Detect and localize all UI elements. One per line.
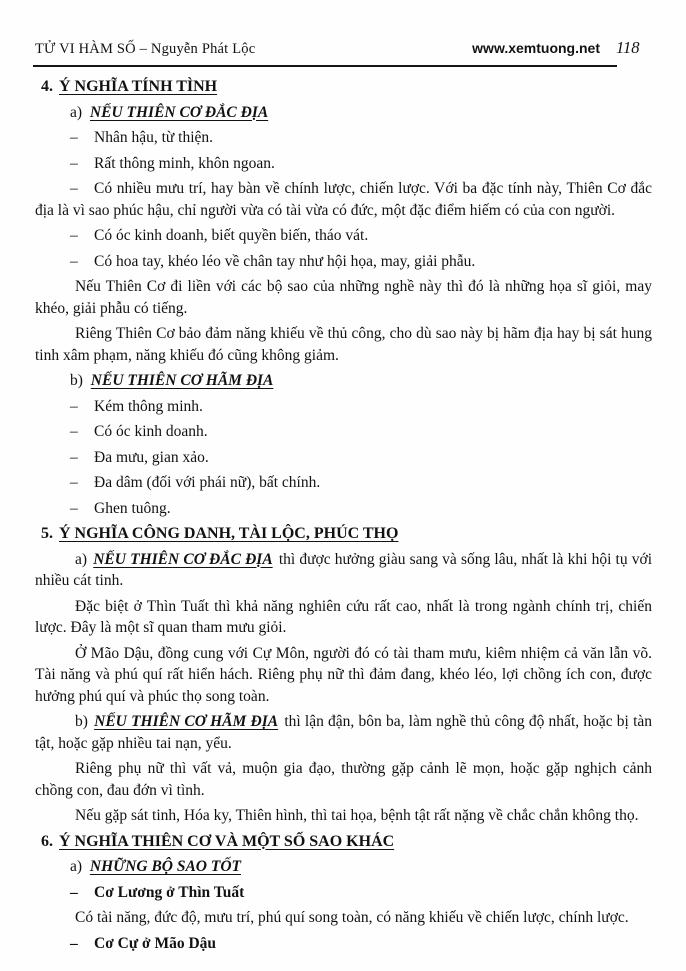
paragraph: Có tài năng, đức độ, mưu trí, phú quí song toàn, có năng khiếu về chiến lược, chính lược. [75,909,629,926]
dash-marker: – [70,423,78,440]
section-5-number: 5. [41,525,53,542]
subsection-4a-prefix: a) [70,103,83,121]
subsection-4a-heading [70,102,652,124]
list-item-text: Cơ Lương ở Thìn Tuất [94,883,245,901]
list-item [35,127,652,149]
list-item [35,251,652,273]
section-6-heading [41,831,652,853]
paragraph: Đặc biệt ở Thìn Tuất thì khả năng nghiên cứu rất cao, nhất là trong ngành chính trị, chiến lược. Đây là một sĩ quan tham mưu giỏi. [35,597,652,636]
paragraph: Riêng Thiên Cơ bảo đảm năng khiếu về thủ công, cho dù sao này bị hãm địa hay bị sát hung tinh xâm phạm, năng khiếu đó cũng không giảm. [35,325,652,364]
page-content [0,76,686,954]
list-item [35,153,652,175]
paragraph-text: thì lận đận, bôn ba, làm nghề thủ công độ nhất, hoặc bị tàn tật, hoặc gặp nhiều tai nạn, yểu. [35,713,653,752]
list-item [35,447,652,469]
header-rule [33,65,617,67]
dash-marker: – [70,129,78,146]
list-item [35,498,652,520]
subsection-4a-title: NẾU THIÊN CƠ ĐẮC ĐỊA [89,103,269,121]
website-url: www.xemtuong.net [472,40,600,56]
dash-marker: – [70,499,78,517]
dash-marker: – [70,883,78,901]
section-4-number: 4. [41,78,53,95]
subsection-5b-lead: NẾU THIÊN CƠ HÃM ĐỊA [94,713,279,730]
section-4-heading [41,76,652,98]
list-item-text: Kém thông minh. [94,397,203,415]
section-4-title: Ý NGHĨA TÍNH TÌNH [59,78,218,95]
section-6-title: Ý NGHĨA THIÊN CƠ VÀ MỘT SỐ SAO KHÁC [59,832,395,850]
list-item [35,178,652,221]
dash-marker: – [70,474,78,491]
subsection-5a-prefix: a) [75,550,88,568]
dash-marker: – [70,227,78,244]
dash-marker: – [70,397,78,415]
dash-marker: – [70,448,78,466]
dash-marker: – [70,934,78,952]
list-item-text: Có nhiều mưu trí, hay bàn về chính lược, chiến lược. Với ba đặc tính này, Thiên Cơ đắc địa là vì sao phúc hậu, chỉ người vừa có tài vừa có đức, một đặc điểm hiếm có của con người. [35,180,652,219]
list-item [35,396,652,418]
subsection-6a-heading [70,856,652,878]
subsection-5a-lead: NẾU THIÊN CƠ ĐẮC ĐỊA [93,550,273,568]
list-item-text: Rất thông minh, khôn ngoan. [94,154,275,172]
section-5-title: Ý NGHĨA CÔNG DANH, TÀI LỘC, PHÚC THỌ [59,525,399,542]
list-item-star-pair [35,933,652,955]
paragraph: Ở Mão Dậu, đồng cung với Cự Môn, người đó có tài tham mưu, kiêm nhiệm cả văn lẫn võ. Tài năng và phú quí rất hiển hách. Riêng phụ nữ thì đảm đang, khéo léo, lợi chồng ích con, được hưởng phú quí và phúc thọ song toàn. [35,644,652,705]
subsection-6a-title: NHỮNG BỘ SAO TỐT [89,858,242,875]
list-item-text: Đa mưu, gian xảo. [94,448,209,466]
subsection-4b-heading [70,370,652,392]
dash-marker: – [70,252,78,270]
subsection-4b-prefix: b) [70,372,83,389]
paragraph-text: thì được hưởng giàu sang và sống lâu, nhất là khi hội tụ với nhiều cát tinh. [35,550,653,589]
list-item [35,225,652,247]
list-item-text: Đa dâm (đối với phái nữ), bất chính. [94,474,321,491]
list-item [35,472,652,494]
section-5-heading [41,523,652,545]
list-item-text: Ghen tuông. [94,499,171,517]
list-item-text: Nhân hậu, từ thiện. [94,129,214,146]
list-item-star-pair [35,882,652,904]
page-header [0,38,686,58]
paragraph: Riêng phụ nữ thì vất vả, muộn gia đạo, thường gặp cảnh lẽ mọn, hoặc gặp nghịch cảnh chồng con, đau đớn vì tình. [35,760,652,799]
dash-marker: – [70,180,78,197]
list-item-text: Cơ Cự ở Mão Dậu [94,934,217,952]
subsection-5b-prefix: b) [75,713,88,730]
paragraph [35,711,652,754]
book-title: TỬ VI HÀM SỐ – Nguyễn Phát Lộc [35,41,256,57]
list-item-text: Có óc kinh doanh, biết quyền biến, tháo vát. [94,227,369,244]
paragraph: Nếu gặp sát tinh, Hóa ky, Thiên hình, thì tai họa, bệnh tật rất nặng về chắc chắn không thọ. [75,807,639,824]
list-item [35,421,652,443]
subsection-4b-title: NẾU THIÊN CƠ HÃM ĐỊA [90,372,274,389]
paragraph [35,549,652,592]
list-item-text: Có hoa tay, khéo léo về chân tay như hội họa, may, giải phẫu. [94,252,476,270]
paragraph: Nếu Thiên Cơ đi liền với các bộ sao của những nghề này thì đó là những họa sĩ giỏi, may khéo, giải phẫu có tiếng. [35,278,652,317]
list-item-text: Có óc kinh doanh. [94,423,208,440]
page-number: 118 [616,38,640,57]
dash-marker: – [70,154,78,172]
subsection-6a-prefix: a) [70,858,83,875]
section-6-number: 6. [41,832,53,850]
